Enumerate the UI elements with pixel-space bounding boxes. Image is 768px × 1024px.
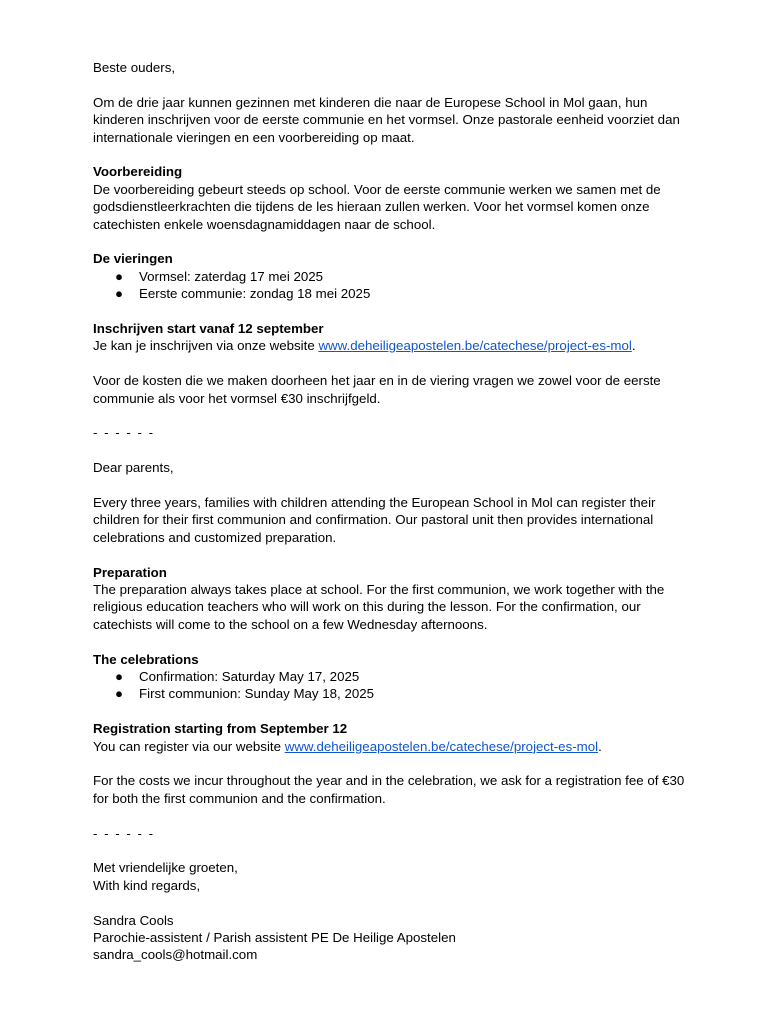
preparation-text-nl: De voorbereiding gebeurt steeds op school. Voor de eerste communie werken we samen met de godsdienstleerkrachten die tijdens de les hieraan zullen werken. Voor het vormsel komen onze catechisten enkele woensdagnamiddagen naar de school. — [93, 181, 661, 232]
website-link-nl[interactable]: www.deheiligeapostelen.be/catechese/project-es-mol — [318, 338, 632, 354]
signature-name: Sandra Cools — [93, 912, 174, 928]
greeting-nl: Beste ouders, — [93, 60, 176, 75]
celebrations-section-nl — [93, 250, 693, 302]
celebrations-heading-en: The celebrations — [93, 651, 199, 667]
signature — [93, 912, 693, 964]
preparation-text-en: The preparation always takes place at school. For the first communion, we work together with the religious education teachers who will work on this during the lesson. For the confirmation, our catechists will come to the school on a few Wednesday afternoons. — [93, 582, 665, 632]
signature-role: Parochie-assistent / Parish assistent PE De Heilige Apostelen — [93, 930, 456, 946]
celebrations-section-en — [93, 651, 693, 703]
bullet-icon: ● — [115, 286, 124, 302]
closing-en: With kind regards, — [93, 877, 201, 893]
costs-nl: Voor de kosten die we maken doorheen het jaar en in de viering vragen we zowel voor de eerste communie als voor het vormsel €30 inschrijfgeld. — [93, 373, 661, 406]
separator: - - - - - - — [93, 825, 155, 841]
separator: - - - - - - — [93, 425, 155, 441]
intro-nl: Om de drie jaar kunnen gezinnen met kinderen die naar de Europese School in Mol gaan, hun kinderen inschrijven voor de eerste communie en het vormsel. Onze pastorale eenheid voorziet dan internationale vieringen en een voorbereiding op maat. — [93, 94, 680, 145]
bullet-icon: ● — [115, 669, 124, 685]
preparation-section-en — [93, 564, 693, 634]
intro-en: Every three years, families with children attending the European School in Mol can register their children for their first communion and confirmation. Our pastoral unit then provides international celebrations and customized preparation. — [93, 495, 656, 545]
signature-email: sandra_cools@hotmail.com — [93, 947, 258, 963]
bullet-icon: ● — [115, 686, 124, 702]
registration-prefix-en: You can register via our website — [93, 738, 285, 754]
registration-section-nl — [93, 320, 693, 355]
list-item — [93, 268, 693, 285]
list-item — [93, 685, 693, 702]
closing — [93, 859, 693, 894]
website-link-en[interactable]: www.deheiligeapostelen.be/catechese/project-es-mol — [284, 738, 599, 754]
closing-nl: Met vriendelijke groeten, — [93, 860, 238, 876]
list-item-text: Confirmation: Saturday May 17, 2025 — [139, 669, 360, 685]
preparation-section-nl — [93, 163, 693, 233]
list-item-text: Vormsel: zaterdag 17 mei 2025 — [139, 268, 324, 284]
celebrations-heading-nl: De vieringen — [93, 251, 173, 267]
greeting-en: Dear parents, — [93, 460, 174, 476]
letter-body — [93, 59, 693, 964]
preparation-heading-en: Preparation — [93, 564, 167, 580]
registration-heading-nl: Inschrijven start vanaf 12 september — [93, 321, 324, 337]
registration-suffix-nl: . — [631, 338, 636, 354]
preparation-heading-nl: Voorbereiding — [93, 164, 183, 180]
registration-section-en — [93, 720, 693, 755]
list-item-text: First communion: Sunday May 18, 2025 — [139, 686, 375, 702]
registration-heading-en: Registration starting from September 12 — [93, 721, 348, 737]
celebrations-list-nl — [93, 268, 693, 303]
list-item-text: Eerste communie: zondag 18 mei 2025 — [139, 286, 371, 302]
celebrations-list-en — [93, 668, 693, 703]
registration-prefix-nl: Je kan je inschrijven via onze website — [93, 338, 319, 354]
list-item — [93, 285, 693, 302]
registration-suffix-en: . — [598, 738, 602, 754]
list-item — [93, 668, 693, 685]
bullet-icon: ● — [115, 268, 124, 284]
costs-en: For the costs we incur throughout the year and in the celebration, we ask for a registration fee of €30 for both the first communion and the confirmation. — [93, 773, 685, 806]
